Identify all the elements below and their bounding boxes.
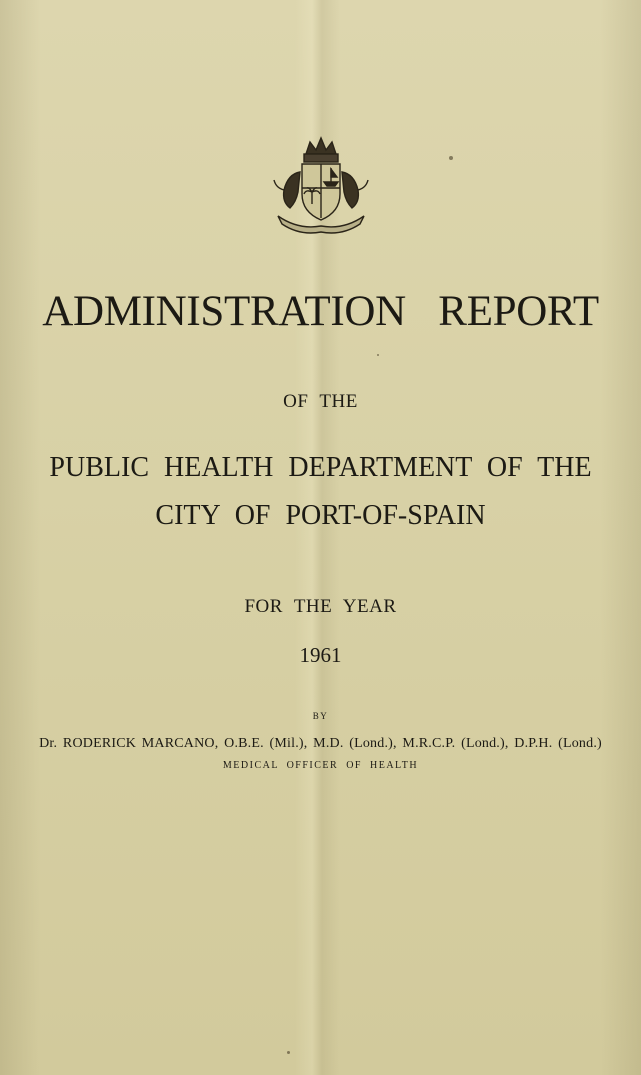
author-line: Dr. RODERICK MARCANO, O.B.E. (Mil.), M.D. (Lond.), M.R.C.P. (Lond.), D.P.H. (Lond.) bbox=[39, 736, 602, 751]
by-text: BY bbox=[312, 711, 329, 721]
paper-speck bbox=[377, 354, 379, 356]
report-year: 1961 bbox=[299, 643, 342, 667]
paper-speck bbox=[449, 156, 453, 160]
author-title: MEDICAL OFFICER OF HEALTH bbox=[222, 760, 419, 771]
paper-speck bbox=[287, 1051, 290, 1054]
report-title: ADMINISTRATION REPORT bbox=[42, 288, 599, 335]
department-line-1: PUBLIC HEALTH DEPARTMENT OF THE bbox=[49, 452, 592, 483]
for-the-year-text: FOR THE YEAR bbox=[244, 596, 397, 617]
coat-of-arms-icon bbox=[268, 132, 374, 236]
of-the-text: OF THE bbox=[283, 391, 358, 412]
department-line-2: CITY OF PORT-OF-SPAIN bbox=[155, 500, 486, 531]
